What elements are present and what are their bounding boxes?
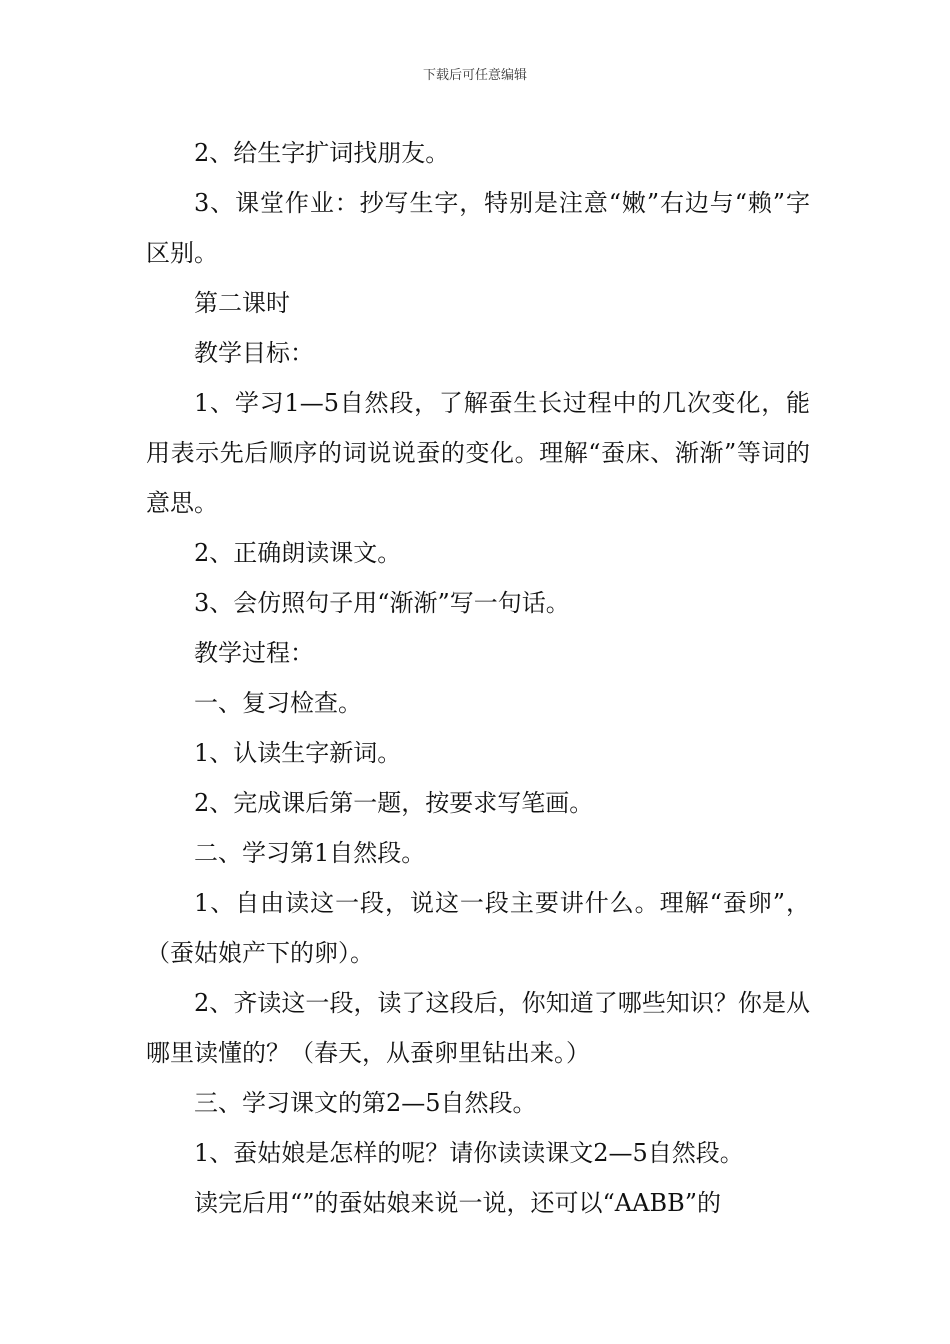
goal-item-3: 3、会仿照句子用“渐渐”写一句话。	[194, 589, 570, 617]
review-item-1: 1、认读生字新词。	[194, 739, 402, 767]
goal-item-2: 2、正确朗读课文。	[194, 539, 402, 567]
paragraph-class-assignment: 3、课堂作业：抄写生字，特别是注意“嫩”右边与“赖”字区别。	[146, 189, 810, 267]
paragraph-1-item-2: 2、齐读这一段，读了这段后，你知道了哪些知识？你是从哪里读懂的？（春天，从蚕卵里钻出来。）	[146, 989, 810, 1067]
process-step-paragraphs-2-5: 三、学习课文的第2—5自然段。	[194, 1089, 537, 1117]
paragraph-homework-words: 2、给生字扩词找朋友。	[194, 139, 450, 167]
page-header: 下载后可任意编辑	[422, 68, 527, 83]
goal-item-1: 1、学习1—5自然段，了解蚕生长过程中的几次变化，能用表示先后顺序的词说说蚕的变化。理解“蚕床、渐渐”等词的意思。	[146, 389, 810, 517]
heading-teaching-goals: 教学目标：	[194, 339, 314, 367]
review-item-2: 2、完成课后第一题，按要求写笔画。	[194, 789, 594, 817]
heading-teaching-process: 教学过程：	[194, 639, 314, 667]
document-body	[146, 128, 810, 1228]
paragraphs-2-5-continuation: 读完后用“”的蚕姑娘来说一说，还可以“AABB”的	[194, 1189, 722, 1217]
section-title-second-lesson: 第二课时	[194, 289, 290, 317]
process-step-review: 一、复习检查。	[194, 689, 362, 717]
paragraph-1-item-1: 1、自由读这一段，说这一段主要讲什么。理解“蚕卵”，（蚕姑娘产下的卵）。	[146, 889, 810, 967]
paragraphs-2-5-item-1: 1、蚕姑娘是怎样的呢？请你读读课文2—5自然段。	[194, 1139, 744, 1167]
process-step-paragraph-1: 二、学习第1自然段。	[194, 839, 426, 867]
